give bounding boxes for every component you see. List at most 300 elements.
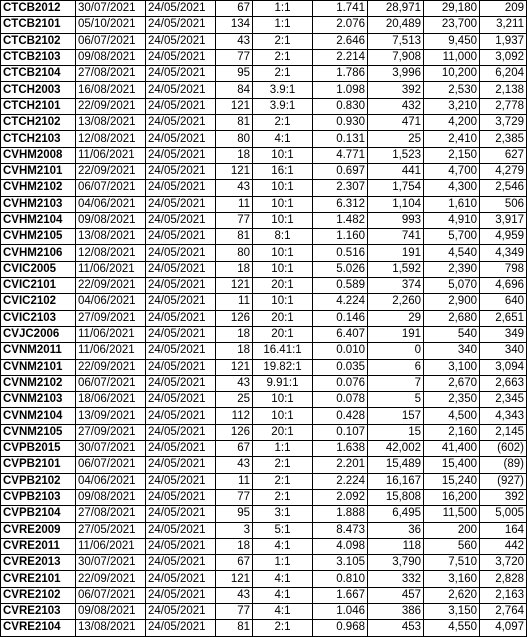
value-b-cell: 2,680 — [424, 310, 480, 326]
maturity-date-cell: 11/06/2021 — [76, 326, 146, 342]
maturity-date-cell: 27/05/2021 — [76, 522, 146, 538]
value-b-cell: 5,700 — [424, 229, 480, 245]
value-b-cell: 3,150 — [424, 603, 480, 619]
conversion-ratio-cell: 10:1 — [253, 196, 313, 212]
maturity-date-cell: 13/08/2021 — [76, 229, 146, 245]
value-b-cell: 4,200 — [424, 115, 480, 131]
days-remaining-cell: 81 — [216, 115, 253, 131]
maturity-date-cell: 27/08/2021 — [76, 66, 146, 82]
days-remaining-cell: 67 — [216, 1, 253, 17]
trade-date-cell: 24/05/2021 — [146, 310, 216, 326]
days-remaining-cell: 126 — [216, 310, 253, 326]
difference-cell: 392 — [480, 489, 527, 505]
maturity-date-cell: 12/08/2021 — [76, 245, 146, 261]
conversion-ratio-cell: 4:1 — [253, 587, 313, 603]
conversion-ratio-cell: 8:1 — [253, 229, 313, 245]
value-b-cell: 11,000 — [424, 49, 480, 65]
trade-date-cell: 24/05/2021 — [146, 375, 216, 391]
value-a-cell: 441 — [368, 163, 424, 179]
value-b-cell: 41,400 — [424, 441, 480, 457]
maturity-date-cell: 27/08/2021 — [76, 506, 146, 522]
difference-cell: 4,343 — [480, 408, 527, 424]
conversion-ratio-cell: 10:1 — [253, 392, 313, 408]
difference-cell: 3,211 — [480, 17, 527, 33]
difference-cell: 2,138 — [480, 82, 527, 98]
ratio-value-cell: 2.201 — [313, 457, 368, 473]
difference-cell: 2,385 — [480, 131, 527, 147]
maturity-date-cell: 04/06/2021 — [76, 473, 146, 489]
value-b-cell: 5,070 — [424, 278, 480, 294]
days-remaining-cell: 43 — [216, 457, 253, 473]
conversion-ratio-cell: 1:1 — [253, 17, 313, 33]
value-a-cell: 1,104 — [368, 196, 424, 212]
conversion-ratio-cell: 10:1 — [253, 147, 313, 163]
ratio-value-cell: 0.589 — [313, 278, 368, 294]
maturity-date-cell: 13/09/2021 — [76, 408, 146, 424]
table-row — [1, 587, 527, 603]
table-row — [1, 343, 527, 359]
maturity-date-cell: 11/06/2021 — [76, 261, 146, 277]
ratio-value-cell: 0.035 — [313, 359, 368, 375]
conversion-ratio-cell: 9.91:1 — [253, 375, 313, 391]
conversion-ratio-cell: 16:1 — [253, 163, 313, 179]
days-remaining-cell: 18 — [216, 343, 253, 359]
value-a-cell: 25 — [368, 131, 424, 147]
maturity-date-cell: 12/08/2021 — [76, 131, 146, 147]
trade-date-cell: 24/05/2021 — [146, 489, 216, 505]
warrant-code-cell: CVRE2103 — [1, 603, 76, 619]
days-remaining-cell: 84 — [216, 82, 253, 98]
maturity-date-cell: 06/07/2021 — [76, 587, 146, 603]
difference-cell: 164 — [480, 522, 527, 538]
warrant-code-cell: CVPB2104 — [1, 506, 76, 522]
trade-date-cell: 24/05/2021 — [146, 82, 216, 98]
difference-cell: 2,778 — [480, 98, 527, 114]
warrant-code-cell: CVNM2102 — [1, 375, 76, 391]
table-row — [1, 245, 527, 261]
days-remaining-cell: 25 — [216, 392, 253, 408]
value-a-cell: 7 — [368, 375, 424, 391]
value-a-cell: 386 — [368, 603, 424, 619]
trade-date-cell: 24/05/2021 — [146, 457, 216, 473]
maturity-date-cell: 09/08/2021 — [76, 212, 146, 228]
ratio-value-cell: 2.092 — [313, 489, 368, 505]
table-row — [1, 555, 527, 571]
ratio-value-cell: 2.076 — [313, 17, 368, 33]
warrant-code-cell: CVPB2103 — [1, 489, 76, 505]
difference-cell: 627 — [480, 147, 527, 163]
warrant-code-cell: CTCB2012 — [1, 1, 76, 17]
warrant-code-cell: CVIC2101 — [1, 278, 76, 294]
conversion-ratio-cell: 2:1 — [253, 49, 313, 65]
ratio-value-cell: 0.428 — [313, 408, 368, 424]
table-row — [1, 163, 527, 179]
trade-date-cell: 24/05/2021 — [146, 115, 216, 131]
trade-date-cell: 24/05/2021 — [146, 620, 216, 636]
conversion-ratio-cell: 20:1 — [253, 326, 313, 342]
table-row — [1, 522, 527, 538]
warrant-code-cell: CTCB2101 — [1, 17, 76, 33]
conversion-ratio-cell: 16.41:1 — [253, 343, 313, 359]
warrant-code-cell: CVRE2009 — [1, 522, 76, 538]
maturity-date-cell: 09/08/2021 — [76, 603, 146, 619]
conversion-ratio-cell: 2:1 — [253, 457, 313, 473]
value-b-cell: 11,500 — [424, 506, 480, 522]
value-b-cell: 2,150 — [424, 147, 480, 163]
value-b-cell: 340 — [424, 343, 480, 359]
trade-date-cell: 24/05/2021 — [146, 522, 216, 538]
value-b-cell: 2,900 — [424, 294, 480, 310]
days-remaining-cell: 121 — [216, 278, 253, 294]
table-row — [1, 131, 527, 147]
days-remaining-cell: 18 — [216, 261, 253, 277]
warrant-code-cell: CVRE2011 — [1, 538, 76, 554]
value-b-cell: 3,160 — [424, 571, 480, 587]
days-remaining-cell: 121 — [216, 571, 253, 587]
value-b-cell: 15,400 — [424, 457, 480, 473]
table-row — [1, 473, 527, 489]
conversion-ratio-cell: 2:1 — [253, 473, 313, 489]
conversion-ratio-cell: 19.82:1 — [253, 359, 313, 375]
table-row — [1, 17, 527, 33]
difference-cell: 798 — [480, 261, 527, 277]
conversion-ratio-cell: 4:1 — [253, 571, 313, 587]
ratio-value-cell: 0.810 — [313, 571, 368, 587]
value-b-cell: 4,300 — [424, 180, 480, 196]
value-b-cell: 2,390 — [424, 261, 480, 277]
conversion-ratio-cell: 20:1 — [253, 278, 313, 294]
difference-cell: 209 — [480, 1, 527, 17]
table-row — [1, 538, 527, 554]
conversion-ratio-cell: 10:1 — [253, 245, 313, 261]
value-a-cell: 42,002 — [368, 441, 424, 457]
conversion-ratio-cell: 20:1 — [253, 310, 313, 326]
trade-date-cell: 24/05/2021 — [146, 392, 216, 408]
ratio-value-cell: 2.224 — [313, 473, 368, 489]
warrant-code-cell: CVHM2105 — [1, 229, 76, 245]
difference-cell: 4,959 — [480, 229, 527, 245]
difference-cell: 506 — [480, 196, 527, 212]
table-row — [1, 392, 527, 408]
maturity-date-cell: 27/09/2021 — [76, 310, 146, 326]
table-row — [1, 82, 527, 98]
table-row — [1, 424, 527, 440]
trade-date-cell: 24/05/2021 — [146, 587, 216, 603]
warrant-code-cell: CTCB2103 — [1, 49, 76, 65]
value-a-cell: 157 — [368, 408, 424, 424]
value-b-cell: 2,670 — [424, 375, 480, 391]
value-a-cell: 28,971 — [368, 1, 424, 17]
trade-date-cell: 24/05/2021 — [146, 147, 216, 163]
days-remaining-cell: 121 — [216, 163, 253, 179]
value-b-cell: 2,530 — [424, 82, 480, 98]
warrant-code-cell: CVHM2103 — [1, 196, 76, 212]
trade-date-cell: 24/05/2021 — [146, 196, 216, 212]
trade-date-cell: 24/05/2021 — [146, 473, 216, 489]
difference-cell: 442 — [480, 538, 527, 554]
days-remaining-cell: 43 — [216, 180, 253, 196]
conversion-ratio-cell: 5:1 — [253, 522, 313, 538]
maturity-date-cell: 11/06/2021 — [76, 147, 146, 163]
warrant-code-cell: CVIC2102 — [1, 294, 76, 310]
conversion-ratio-cell: 1:1 — [253, 441, 313, 457]
trade-date-cell: 24/05/2021 — [146, 229, 216, 245]
value-b-cell: 1,610 — [424, 196, 480, 212]
difference-cell: 6,204 — [480, 66, 527, 82]
trade-date-cell: 24/05/2021 — [146, 131, 216, 147]
value-a-cell: 118 — [368, 538, 424, 554]
value-a-cell: 2,260 — [368, 294, 424, 310]
ratio-value-cell: 1.741 — [313, 1, 368, 17]
ratio-value-cell: 2.214 — [313, 49, 368, 65]
table-row — [1, 603, 527, 619]
conversion-ratio-cell: 2:1 — [253, 66, 313, 82]
conversion-ratio-cell: 2:1 — [253, 489, 313, 505]
warrant-code-cell: CVJC2006 — [1, 326, 76, 342]
table-row — [1, 359, 527, 375]
ratio-value-cell: 8.473 — [313, 522, 368, 538]
trade-date-cell: 24/05/2021 — [146, 33, 216, 49]
conversion-ratio-cell: 10:1 — [253, 294, 313, 310]
warrant-code-cell: CVHM2106 — [1, 245, 76, 261]
table-row — [1, 1, 527, 17]
warrant-code-cell: CVNM2011 — [1, 343, 76, 359]
difference-cell: 4,279 — [480, 163, 527, 179]
maturity-date-cell: 11/06/2021 — [76, 538, 146, 554]
days-remaining-cell: 11 — [216, 473, 253, 489]
maturity-date-cell: 27/09/2021 — [76, 424, 146, 440]
days-remaining-cell: 43 — [216, 375, 253, 391]
ratio-value-cell: 3.105 — [313, 555, 368, 571]
ratio-value-cell: 0.697 — [313, 163, 368, 179]
value-a-cell: 6 — [368, 359, 424, 375]
difference-cell: 2,764 — [480, 603, 527, 619]
days-remaining-cell: 77 — [216, 603, 253, 619]
maturity-date-cell: 16/08/2021 — [76, 82, 146, 98]
difference-cell: 2,163 — [480, 587, 527, 603]
maturity-date-cell: 13/08/2021 — [76, 620, 146, 636]
days-remaining-cell: 67 — [216, 441, 253, 457]
trade-date-cell: 24/05/2021 — [146, 278, 216, 294]
days-remaining-cell: 77 — [216, 212, 253, 228]
table-row — [1, 326, 527, 342]
table-row — [1, 278, 527, 294]
value-b-cell: 3,100 — [424, 359, 480, 375]
maturity-date-cell: 22/09/2021 — [76, 278, 146, 294]
value-a-cell: 15,489 — [368, 457, 424, 473]
days-remaining-cell: 95 — [216, 506, 253, 522]
value-a-cell: 3,790 — [368, 555, 424, 571]
value-b-cell: 3,210 — [424, 98, 480, 114]
table-row — [1, 147, 527, 163]
warrant-code-cell: CVNM2103 — [1, 392, 76, 408]
value-b-cell: 4,540 — [424, 245, 480, 261]
warrant-code-cell: CTCH2101 — [1, 98, 76, 114]
ratio-value-cell: 1.888 — [313, 506, 368, 522]
days-remaining-cell: 81 — [216, 229, 253, 245]
value-a-cell: 332 — [368, 571, 424, 587]
ratio-value-cell: 0.078 — [313, 392, 368, 408]
ratio-value-cell: 1.098 — [313, 82, 368, 98]
trade-date-cell: 24/05/2021 — [146, 538, 216, 554]
ratio-value-cell: 4.224 — [313, 294, 368, 310]
ratio-value-cell: 0.146 — [313, 310, 368, 326]
trade-date-cell: 24/05/2021 — [146, 294, 216, 310]
warrant-code-cell: CVRE2102 — [1, 587, 76, 603]
trade-date-cell: 24/05/2021 — [146, 555, 216, 571]
difference-cell: 640 — [480, 294, 527, 310]
warrant-code-cell: CVIC2005 — [1, 261, 76, 277]
value-b-cell: 7,510 — [424, 555, 480, 571]
days-remaining-cell: 80 — [216, 245, 253, 261]
trade-date-cell: 24/05/2021 — [146, 1, 216, 17]
difference-cell: 2,663 — [480, 375, 527, 391]
value-a-cell: 6,495 — [368, 506, 424, 522]
value-a-cell: 1,592 — [368, 261, 424, 277]
table-row — [1, 66, 527, 82]
trade-date-cell: 24/05/2021 — [146, 343, 216, 359]
value-a-cell: 15,808 — [368, 489, 424, 505]
maturity-date-cell: 06/07/2021 — [76, 457, 146, 473]
difference-cell: 2,345 — [480, 392, 527, 408]
value-a-cell: 16,167 — [368, 473, 424, 489]
value-a-cell: 3,996 — [368, 66, 424, 82]
ratio-value-cell: 1.786 — [313, 66, 368, 82]
days-remaining-cell: 67 — [216, 555, 253, 571]
maturity-date-cell: 30/07/2021 — [76, 555, 146, 571]
ratio-value-cell: 1.667 — [313, 587, 368, 603]
difference-cell: 2,651 — [480, 310, 527, 326]
difference-cell: 2,828 — [480, 571, 527, 587]
difference-cell: 3,094 — [480, 359, 527, 375]
trade-date-cell: 24/05/2021 — [146, 571, 216, 587]
conversion-ratio-cell: 10:1 — [253, 212, 313, 228]
value-b-cell: 2,620 — [424, 587, 480, 603]
table-row — [1, 457, 527, 473]
value-b-cell: 2,160 — [424, 424, 480, 440]
conversion-ratio-cell: 2:1 — [253, 33, 313, 49]
warrant-code-cell: CTCH2102 — [1, 115, 76, 131]
conversion-ratio-cell: 20:1 — [253, 424, 313, 440]
days-remaining-cell: 95 — [216, 66, 253, 82]
days-remaining-cell: 77 — [216, 49, 253, 65]
days-remaining-cell: 134 — [216, 17, 253, 33]
maturity-date-cell: 04/06/2021 — [76, 294, 146, 310]
table-row — [1, 506, 527, 522]
trade-date-cell: 24/05/2021 — [146, 408, 216, 424]
value-a-cell: 1,754 — [368, 180, 424, 196]
conversion-ratio-cell: 10:1 — [253, 261, 313, 277]
table-row — [1, 571, 527, 587]
difference-cell: (927) — [480, 473, 527, 489]
table-row — [1, 489, 527, 505]
days-remaining-cell: 121 — [216, 98, 253, 114]
maturity-date-cell: 09/08/2021 — [76, 489, 146, 505]
ratio-value-cell: 0.830 — [313, 98, 368, 114]
days-remaining-cell: 121 — [216, 359, 253, 375]
difference-cell: 2,145 — [480, 424, 527, 440]
value-a-cell: 453 — [368, 620, 424, 636]
trade-date-cell: 24/05/2021 — [146, 506, 216, 522]
trade-date-cell: 24/05/2021 — [146, 245, 216, 261]
trade-date-cell: 24/05/2021 — [146, 49, 216, 65]
table-row — [1, 115, 527, 131]
trade-date-cell: 24/05/2021 — [146, 359, 216, 375]
ratio-value-cell: 0.107 — [313, 424, 368, 440]
value-a-cell: 471 — [368, 115, 424, 131]
warrant-code-cell: CTCB2102 — [1, 33, 76, 49]
conversion-ratio-cell: 4:1 — [253, 603, 313, 619]
trade-date-cell: 24/05/2021 — [146, 180, 216, 196]
days-remaining-cell: 18 — [216, 326, 253, 342]
conversion-ratio-cell: 10:1 — [253, 180, 313, 196]
conversion-ratio-cell: 3.9:1 — [253, 98, 313, 114]
ratio-value-cell: 2.307 — [313, 180, 368, 196]
table-row — [1, 441, 527, 457]
difference-cell: 3,917 — [480, 212, 527, 228]
warrant-code-cell: CVHM2102 — [1, 180, 76, 196]
value-b-cell: 16,200 — [424, 489, 480, 505]
warrant-code-cell: CVRE2104 — [1, 620, 76, 636]
value-a-cell: 20,489 — [368, 17, 424, 33]
maturity-date-cell: 06/07/2021 — [76, 33, 146, 49]
table-row — [1, 261, 527, 277]
value-b-cell: 4,910 — [424, 212, 480, 228]
maturity-date-cell: 06/07/2021 — [76, 180, 146, 196]
trade-date-cell: 24/05/2021 — [146, 66, 216, 82]
ratio-value-cell: 1.160 — [313, 229, 368, 245]
value-b-cell: 10,200 — [424, 66, 480, 82]
trade-date-cell: 24/05/2021 — [146, 326, 216, 342]
ratio-value-cell: 5.026 — [313, 261, 368, 277]
warrant-code-cell: CVIC2103 — [1, 310, 76, 326]
days-remaining-cell: 80 — [216, 131, 253, 147]
value-b-cell: 540 — [424, 326, 480, 342]
trade-date-cell: 24/05/2021 — [146, 163, 216, 179]
warrant-code-cell: CVNM2105 — [1, 424, 76, 440]
ratio-value-cell: 0.516 — [313, 245, 368, 261]
days-remaining-cell: 43 — [216, 33, 253, 49]
difference-cell: 5,005 — [480, 506, 527, 522]
value-b-cell: 4,550 — [424, 620, 480, 636]
warrant-code-cell: CVPB2101 — [1, 457, 76, 473]
warrant-code-cell: CVHM2008 — [1, 147, 76, 163]
difference-cell: 3,720 — [480, 555, 527, 571]
warrant-code-cell: CVPB2015 — [1, 441, 76, 457]
table-row — [1, 294, 527, 310]
warrant-code-cell: CTCB2104 — [1, 66, 76, 82]
value-a-cell: 374 — [368, 278, 424, 294]
value-b-cell: 560 — [424, 538, 480, 554]
maturity-date-cell: 30/07/2021 — [76, 1, 146, 17]
difference-cell: 4,696 — [480, 278, 527, 294]
ratio-value-cell: 0.131 — [313, 131, 368, 147]
difference-cell: (89) — [480, 457, 527, 473]
conversion-ratio-cell: 3.9:1 — [253, 82, 313, 98]
ratio-value-cell: 4.771 — [313, 147, 368, 163]
ratio-value-cell: 6.312 — [313, 196, 368, 212]
days-remaining-cell: 3 — [216, 522, 253, 538]
value-b-cell: 2,410 — [424, 131, 480, 147]
days-remaining-cell: 18 — [216, 538, 253, 554]
table-row — [1, 620, 527, 636]
trade-date-cell: 24/05/2021 — [146, 424, 216, 440]
maturity-date-cell: 22/09/2021 — [76, 163, 146, 179]
value-b-cell: 23,700 — [424, 17, 480, 33]
maturity-date-cell: 22/09/2021 — [76, 359, 146, 375]
trade-date-cell: 24/05/2021 — [146, 98, 216, 114]
ratio-value-cell: 1.046 — [313, 603, 368, 619]
